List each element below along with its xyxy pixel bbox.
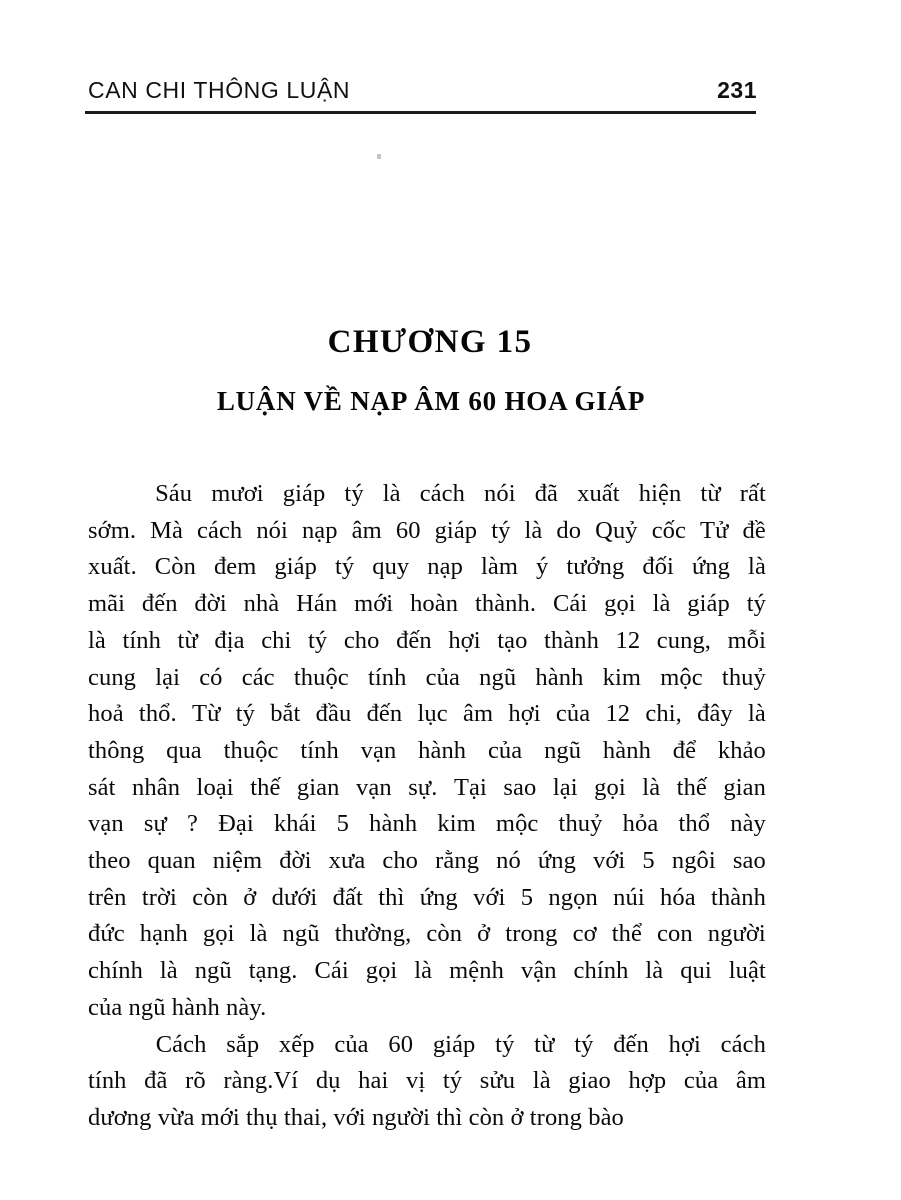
word: tưởng xyxy=(566,553,625,581)
word: tạng. xyxy=(248,957,298,985)
word: với xyxy=(593,847,626,875)
word: xếp xyxy=(278,1030,315,1058)
word: là xyxy=(652,590,671,618)
word: vận xyxy=(520,957,557,985)
word: nhà xyxy=(243,590,280,618)
word: chi, xyxy=(645,700,682,728)
word: mãi xyxy=(88,590,126,618)
word: rất xyxy=(739,480,766,507)
word: lục xyxy=(417,700,448,728)
word: hiện xyxy=(638,480,682,507)
word: thế xyxy=(676,773,707,801)
word: thành. xyxy=(474,590,537,618)
word: là xyxy=(748,700,766,728)
word: 5 xyxy=(642,847,655,875)
word: nạp xyxy=(427,553,463,581)
word: trời xyxy=(141,883,177,911)
word: tính xyxy=(300,736,339,764)
word: ngũ xyxy=(544,736,582,764)
word: cách xyxy=(419,480,465,507)
word: lại xyxy=(552,773,578,801)
word: hợi xyxy=(448,626,481,654)
word: để xyxy=(672,736,697,764)
word: theo xyxy=(88,847,131,875)
word: dưới xyxy=(271,883,318,911)
word: giáp xyxy=(687,590,730,618)
word: cho xyxy=(343,626,380,654)
word: thường, xyxy=(334,920,412,948)
word: mươi xyxy=(211,480,264,507)
paragraph-indent xyxy=(88,476,136,513)
word: thuỷ xyxy=(558,810,603,838)
word: là xyxy=(524,516,543,544)
word: loại xyxy=(196,773,234,801)
word: cốc xyxy=(651,516,686,544)
word: 5 xyxy=(520,883,534,911)
paragraph-line xyxy=(88,1063,766,1100)
word: kim xyxy=(437,810,476,838)
word: này xyxy=(730,810,766,838)
word: ngọn xyxy=(548,883,598,911)
word: thuỷ xyxy=(721,663,766,691)
word: tý xyxy=(574,1030,594,1058)
word: nhân xyxy=(132,773,181,801)
word: tý xyxy=(334,553,355,581)
word: dụ xyxy=(315,1067,341,1095)
word: tý xyxy=(491,516,511,544)
word: gọi xyxy=(604,590,636,618)
word: thuộc xyxy=(223,736,279,764)
word: gọi xyxy=(594,773,626,801)
word: âm xyxy=(462,700,494,728)
word: cách xyxy=(720,1030,766,1058)
word: nó xyxy=(496,847,521,875)
word: sớm. xyxy=(88,516,137,544)
word: giáp xyxy=(274,553,317,581)
word: hợp xyxy=(628,1067,667,1095)
word: chi xyxy=(261,626,292,654)
word: sự xyxy=(143,810,167,838)
paragraph-line xyxy=(88,916,766,953)
word: giáp xyxy=(432,1030,476,1058)
word: vạn xyxy=(88,810,124,838)
word: 12 xyxy=(605,700,631,728)
word: là xyxy=(88,626,106,654)
word: lại xyxy=(155,663,181,691)
word: niệm xyxy=(212,847,263,875)
word: thổ xyxy=(678,810,711,838)
word: qua xyxy=(166,736,202,764)
word: gọi xyxy=(202,920,235,948)
word: Từ xyxy=(192,700,221,728)
word: của xyxy=(334,1030,369,1058)
word: đem xyxy=(213,553,257,581)
paragraph-line xyxy=(88,623,766,660)
word: giáp xyxy=(282,480,326,507)
word: Hán xyxy=(296,590,338,618)
word: chính xyxy=(573,957,629,985)
word: âm xyxy=(735,1067,766,1095)
word: giáp xyxy=(434,516,478,544)
word: với xyxy=(473,883,506,911)
word: có xyxy=(199,663,223,691)
word: xuất xyxy=(577,480,620,507)
word: chính xyxy=(88,957,143,985)
word: đề xyxy=(742,516,766,544)
word: tính xyxy=(367,663,407,691)
word: mộc xyxy=(495,810,539,838)
word: mộc xyxy=(660,663,703,691)
word: ngôi xyxy=(671,847,716,875)
running-head-title: CAN CHI THÔNG LUẬN xyxy=(88,77,351,103)
chapter-number-heading: CHƯƠNG 15 xyxy=(327,324,533,360)
word: nạp xyxy=(301,516,338,544)
word: tý xyxy=(495,1030,515,1058)
word: ngũ xyxy=(282,920,320,948)
word: các xyxy=(241,663,275,691)
paragraph-line xyxy=(88,843,766,880)
word: tý xyxy=(235,700,255,728)
word: trong xyxy=(505,920,558,948)
paragraph-line xyxy=(88,549,766,586)
header-rule xyxy=(85,111,756,114)
word: hóa xyxy=(660,883,696,911)
word: tý xyxy=(746,590,766,618)
word: ứng xyxy=(537,847,576,875)
paragraph-line xyxy=(88,660,766,697)
word: cơ xyxy=(572,920,597,948)
word: Mà xyxy=(150,516,183,544)
word: trên xyxy=(88,883,127,911)
word: mệnh xyxy=(449,957,504,985)
word: tý xyxy=(344,480,364,507)
word: là xyxy=(748,553,766,581)
word: là xyxy=(645,957,664,985)
word: nói xyxy=(256,516,288,544)
word: Tại xyxy=(453,773,487,801)
word: gọi xyxy=(365,957,398,985)
word: gian xyxy=(296,773,340,801)
word: tý xyxy=(307,626,328,654)
word: làm xyxy=(480,553,518,581)
paragraph-line xyxy=(88,953,766,990)
word: ứng xyxy=(691,553,731,581)
word: đầu xyxy=(315,700,352,728)
paragraph-line xyxy=(88,880,766,917)
word: đời xyxy=(279,847,312,875)
word: mới xyxy=(354,590,394,618)
word: thông xyxy=(88,736,145,764)
word: cho xyxy=(382,847,419,875)
word: kim xyxy=(602,663,642,691)
paragraph-indent xyxy=(88,1027,136,1064)
word: thì xyxy=(378,883,405,911)
paragraph-line xyxy=(88,806,766,843)
paragraph-first-line xyxy=(88,1027,766,1064)
word: hợi xyxy=(668,1030,701,1058)
word: ý xyxy=(535,553,549,581)
word: khảo xyxy=(717,736,766,764)
word: của xyxy=(425,663,460,691)
word: vạn xyxy=(360,736,397,764)
word: cung xyxy=(88,663,137,691)
word: xưa xyxy=(328,847,366,875)
word: cung, xyxy=(656,626,712,654)
word: của xyxy=(683,1067,719,1095)
word: người xyxy=(707,920,766,948)
word: là xyxy=(414,957,433,985)
word: thành xyxy=(544,626,599,654)
word: từ xyxy=(700,480,721,507)
word: đã xyxy=(534,480,559,507)
word: qui xyxy=(680,957,712,985)
word: từ xyxy=(177,626,198,654)
word: luật xyxy=(728,957,766,985)
word: rằng xyxy=(435,847,480,875)
word: giao xyxy=(568,1067,611,1095)
word: đối xyxy=(642,553,674,581)
word: Quỷ xyxy=(595,516,638,544)
word: đến xyxy=(613,1030,649,1058)
paragraph-line xyxy=(88,696,766,733)
word: 12 xyxy=(615,626,641,654)
word: 60 xyxy=(395,516,421,544)
word: từ xyxy=(534,1030,555,1058)
word: sửu xyxy=(479,1067,516,1095)
word: vị xyxy=(406,1067,426,1095)
word: đã xyxy=(144,1067,168,1095)
word: hoả xyxy=(88,700,124,728)
word: ngũ xyxy=(479,663,517,691)
word: hành xyxy=(418,736,467,764)
word: hành xyxy=(602,736,651,764)
word: quy xyxy=(372,553,410,581)
paragraph-line xyxy=(88,513,766,550)
word: rõ xyxy=(185,1067,206,1095)
paragraph-line xyxy=(88,586,766,623)
word: Cái xyxy=(552,590,588,618)
word: do xyxy=(556,516,582,544)
scan-speck xyxy=(377,154,381,159)
word: khái xyxy=(273,810,317,838)
word: hai xyxy=(358,1067,389,1095)
word: ngũ xyxy=(194,957,232,985)
word: tính xyxy=(122,626,161,654)
word: hoàn xyxy=(410,590,459,618)
word: hành xyxy=(535,663,584,691)
word: là xyxy=(159,957,178,985)
word: hạnh xyxy=(139,920,188,948)
paragraph-line: của ngũ hành này. xyxy=(88,993,267,1021)
chapter-subtitle-heading: LUẬN VỀ NẠP ÂM 60 HOA GIÁP xyxy=(216,386,646,416)
word: Sáu xyxy=(155,480,193,507)
word: thế xyxy=(250,773,281,801)
word: Đại xyxy=(218,810,254,838)
word: sắp xyxy=(226,1030,260,1058)
word: đến xyxy=(366,700,403,728)
word: thành xyxy=(711,883,766,911)
word: quan xyxy=(147,847,196,875)
paragraph-line xyxy=(88,733,766,770)
word: hợi xyxy=(508,700,541,728)
word: của xyxy=(487,736,523,764)
word: của xyxy=(555,700,591,728)
running-head xyxy=(85,76,757,110)
word: xuất. xyxy=(88,553,137,581)
word: tạo xyxy=(497,626,528,654)
word: là xyxy=(532,1067,551,1095)
word: ràng.Ví xyxy=(223,1067,299,1095)
word: âm xyxy=(351,516,382,544)
word: đây xyxy=(697,700,733,728)
word: đời xyxy=(194,590,227,618)
word: đến xyxy=(396,626,432,654)
word: thổ. xyxy=(138,700,177,728)
word: 60 xyxy=(388,1030,414,1058)
word: sao xyxy=(732,847,766,875)
word: thuộc xyxy=(293,663,349,691)
word: ứng xyxy=(419,883,458,911)
word: ở xyxy=(477,920,491,948)
word: là xyxy=(642,773,661,801)
paragraph-line xyxy=(88,770,766,807)
word: ? xyxy=(186,810,198,838)
word: ở xyxy=(243,883,257,911)
word: địa xyxy=(214,626,245,654)
word: hỏa xyxy=(622,810,659,838)
page-number: 231 xyxy=(717,77,757,103)
word: Tử xyxy=(700,516,729,544)
word: còn xyxy=(192,883,228,911)
paragraph-first-line xyxy=(88,476,766,513)
word: còn xyxy=(426,920,463,948)
body-text xyxy=(88,476,766,1137)
word: Còn xyxy=(154,553,196,581)
word: con xyxy=(657,920,693,948)
word: sự. xyxy=(408,773,438,801)
word: nói xyxy=(484,480,516,507)
word: vạn xyxy=(356,773,392,801)
paragraph-line: dương vừa mới thụ thai, với người thì còn ở trong bào xyxy=(88,1103,624,1131)
word: hành xyxy=(369,810,418,838)
word: Cái xyxy=(314,957,349,985)
word: tính xyxy=(88,1067,127,1095)
word: núi xyxy=(613,883,645,911)
word: mỗi xyxy=(727,626,766,654)
word: bắt xyxy=(270,700,301,728)
word: cách xyxy=(197,516,243,544)
word: sát xyxy=(88,773,116,801)
word: đất xyxy=(332,883,363,911)
word: đến xyxy=(141,590,178,618)
word: 5 xyxy=(336,810,350,838)
word: là xyxy=(249,920,268,948)
word: Cách xyxy=(155,1030,207,1058)
word: là xyxy=(382,480,401,507)
word: đức xyxy=(88,920,125,948)
word: sao xyxy=(503,773,537,801)
word: thể xyxy=(611,920,642,948)
word: gian xyxy=(723,773,766,801)
word: tý xyxy=(442,1067,463,1095)
